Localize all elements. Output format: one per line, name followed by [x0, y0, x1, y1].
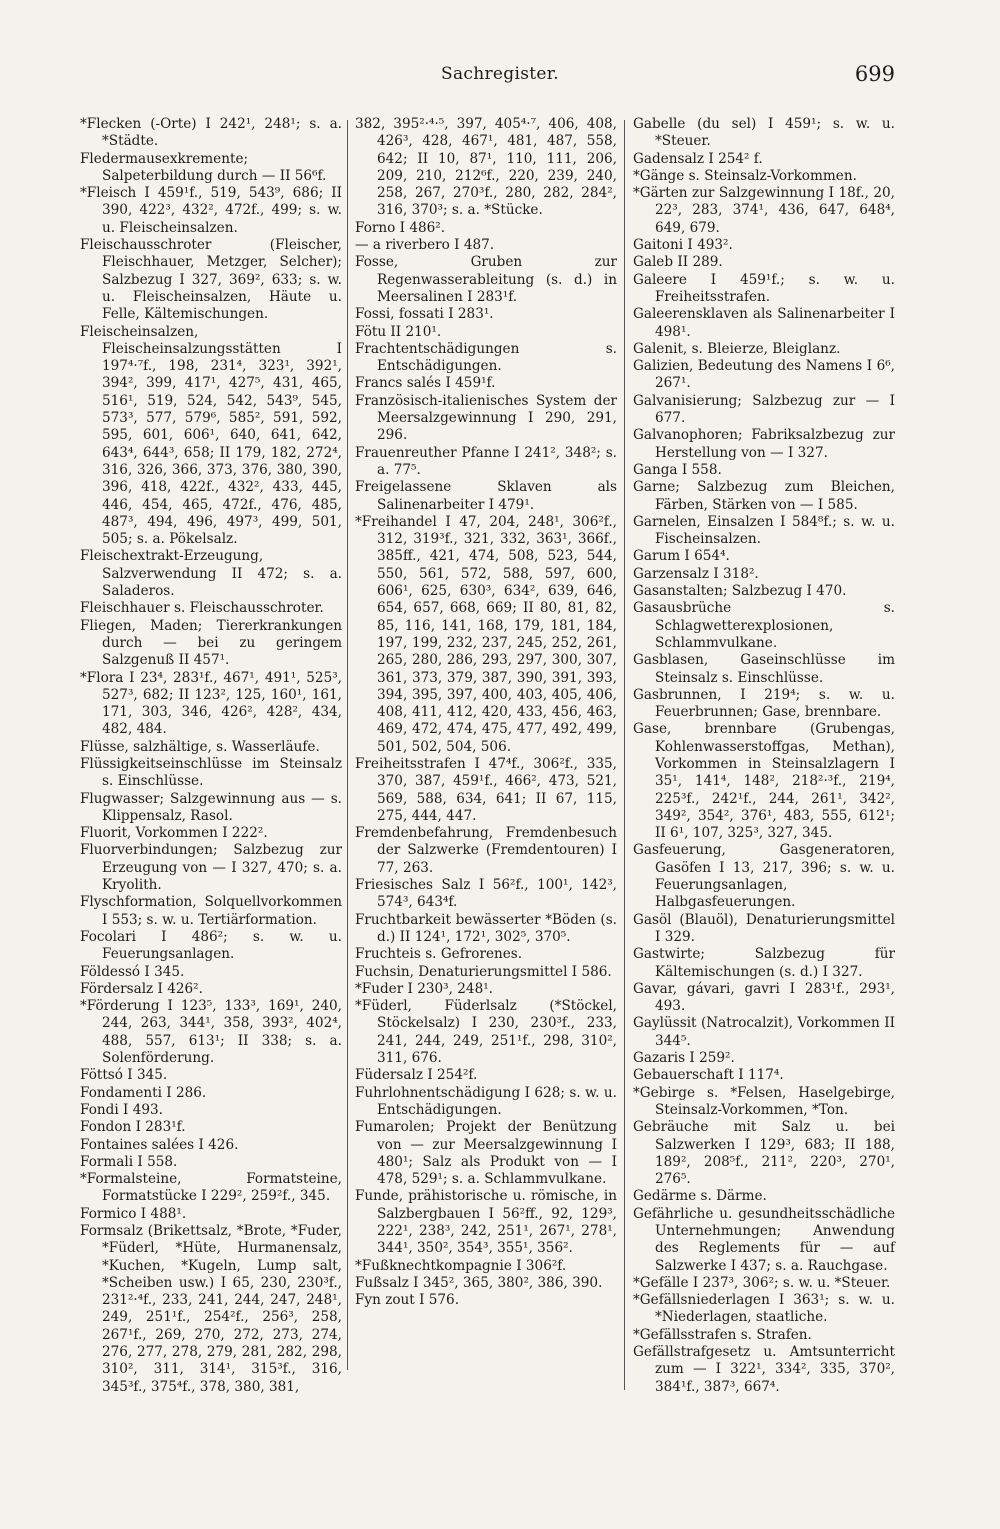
index-entry: Gebauerschaft I 117⁴.: [633, 1067, 784, 1084]
index-entry: Fontaines salées I 426.: [80, 1136, 239, 1153]
index-entry: Francs salés I 459¹f.: [355, 375, 496, 392]
index-entry: Gastwirte; Salzbezug für Kältemischungen (s. d.) I 327.: [633, 946, 895, 980]
index-entry: Gaylüssit (Natrocalzit), Vorkommen II 344⁵.: [633, 1015, 895, 1049]
index-entry: Fossi, fossati I 283¹.: [355, 306, 494, 323]
page-header: [0, 64, 1000, 94]
page-number: 699: [854, 62, 895, 86]
index-entry: *Flora I 23⁴, 283¹f., 467¹, 491¹, 525³, 527³, 682; II 123², 125, 160¹, 161, 171, 303, 346, 426², 428², 434, 482, 484.: [80, 669, 342, 738]
index-entry: *Fuder I 230³, 248¹.: [355, 980, 493, 997]
index-entry: Fluorit, Vorkommen I 222².: [80, 825, 268, 842]
index-entry: Földessó I 345.: [80, 963, 185, 980]
index-entry: Fumarolen; Projekt der Benützung von — zur Meersalzgewinnung I 480¹; Salz als Produkt von — I 478, 529¹; s. a. Schlammvulkane.: [355, 1119, 617, 1188]
index-entry: Galvanisierung; Salzbezug zur — I 677.: [633, 392, 895, 427]
index-entry: Forno I 486².: [355, 219, 446, 236]
index-entry: Focolari I 486²; s. w. u. Feuerungsanlagen.: [80, 928, 342, 963]
index-entry: Galeerensklaven als Salinenarbeiter I 498¹.: [633, 306, 895, 340]
index-entry: Gasbrunnen, I 219⁴; s. w. u. Feuerbrunnen; Gase, brennbare.: [633, 686, 895, 721]
index-entry: Garne; Salzbezug zum Bleichen, Färben, Stärken von — I 585.: [633, 479, 895, 513]
index-entry: Flüssigkeitseinschlüsse im Steinsalz s. Einschlüsse.: [80, 755, 342, 790]
index-entry: Frachtentschädigungen s. Entschädigungen.: [355, 340, 617, 375]
index-entry: Fördersalz I 426².: [80, 980, 203, 997]
index-entry: Fledermausexkremente; Salpeterbildung durch — II 56⁶f.: [80, 150, 327, 184]
index-entry: Friesisches Salz I 56²f., 100¹, 142³, 574³, 643⁴f.: [355, 877, 617, 911]
index-entry: Gasausbrüche s. Schlagwetterexplosionen, Schlammvulkane.: [633, 600, 895, 651]
index-entry: Freigelassene Sklaven als Salinenarbeiter I 479¹.: [355, 479, 617, 513]
index-entry: Gase, brennbare (Grubengas, Kohlenwasserstoffgas, Methan), Vorkommen in Steinsalzlagern I 35¹, 141⁴, 148², 218²·³f., 219⁴, 225³f., 242¹f., 244, 261¹, 342², 349², 354², 376¹, 483, 555, 612¹; II 6¹, 107, 325³, 327, 345.: [633, 721, 895, 842]
index-entry: *Gefälle I 237³, 306²; s. w. u. *Steuer.: [633, 1274, 891, 1291]
index-entry: Fuchsin, Denaturierungsmittel I 586.: [355, 963, 612, 980]
index-entry: *Gebirge s. *Felsen, Haselgebirge, Steinsalz-Vorkommen, *Ton.: [633, 1084, 895, 1118]
index-entry: Gedärme s. Därme.: [633, 1188, 767, 1205]
index-entry: *Füderl, Füderlsalz (*Stöckel, Stöckelsalz) I 230, 230³f., 233, 241, 244, 249, 251¹f., 298, 310², 311, 676.: [355, 998, 617, 1067]
index-entry: *Förderung I 123⁵, 133³, 169¹, 240, 244, 263, 344¹, 358, 393², 402⁴, 488, 557, 613¹; II 338; s. a. Solenförderung.: [80, 998, 342, 1067]
index-entry: Fleischausschroter (Fleischer, Fleischhauer, Metzger, Selcher); Salzbezug I 327, 369², 633; s. w. u. Fleischeinsalzen, Häute u. Felle, Kältemischungen.: [80, 237, 342, 323]
index-entry: Ganga I 558.: [633, 461, 722, 478]
index-entry: Galenit, s. Bleierze, Bleiglanz.: [633, 340, 841, 357]
index-entry: Fötu II 210¹.: [355, 323, 442, 340]
index-entry: Fyn zout I 576.: [355, 1292, 460, 1309]
index-entry: Formico I 488¹.: [80, 1205, 187, 1222]
index-entry: Gefährliche u. gesundheitsschädliche Unternehmungen; Anwendung des Reglements für — auf Salzwerke I 437; s. a. Rauchgase.: [633, 1205, 895, 1274]
index-column-2: [355, 116, 617, 1309]
index-entry: Galeere I 459¹f.; s. w. u. Freiheitsstrafen.: [633, 271, 895, 305]
index-entry: *Fußknechtkompagnie I 306²f.: [355, 1257, 567, 1274]
index-entry: Galeb II 289.: [633, 254, 723, 271]
index-column-1: [80, 116, 342, 1396]
index-entry: Gabelle (du sel) I 459¹; s. w. u. *Steuer.: [633, 116, 895, 150]
index-entry: Flyschformation, Solquellvorkommen I 553; s. w. u. Tertiärformation.: [80, 894, 342, 928]
index-entry: Galizien, Bedeutung des Namens I 6⁶, 267¹.: [633, 358, 895, 392]
index-entry: 382, 395²·⁴·⁵, 397, 405⁴·⁷, 406, 408, 426³, 428, 467¹, 481, 487, 558, 642; II 10, 87¹, 110, 111, 206, 209, 210, 212⁶f., 220, 239, 240, 258, 267, 270³f., 280, 282, 284², 316, 370³; s. a. *Stücke.: [355, 116, 617, 219]
index-entry: *Gärten zur Salzgewinnung I 18f., 20, 22³, 283, 374¹, 436, 647, 648⁴, 649, 679.: [633, 185, 895, 236]
index-entry: Garzensalz I 318².: [633, 565, 759, 582]
index-entry: — a riverbero I 487.: [355, 237, 495, 254]
index-entry: Föttsó I 345.: [80, 1067, 168, 1084]
index-entry: *Gefällsniederlagen I 363¹; s. w. u. *Niederlagen, staatliche.: [633, 1292, 895, 1326]
index-entry: Flüsse, salzhältige, s. Wasserläufe.: [80, 738, 320, 755]
index-entry: Fluorverbindungen; Salzbezug zur Erzeugung von — I 327, 470; s. a. Kryolith.: [80, 842, 342, 894]
index-entry: Gadensalz I 254² f.: [633, 150, 763, 167]
index-entry: Fruchteis s. Gefrorenes.: [355, 946, 523, 963]
index-entry: *Gefällsstrafen s. Strafen.: [633, 1326, 812, 1343]
index-entry: Frauenreuther Pfanne I 241², 348²; s. a. 77⁵.: [355, 444, 617, 478]
index-entry: Garnelen, Einsalzen I 584⁸f.; s. w. u. Fischeinsalzen.: [633, 513, 895, 548]
index-entry: Fleischeinsalzen, Fleischeinsalzungsstätten I 197⁴·⁷f., 198, 231⁴, 323¹, 392¹, 394², 399, 417¹, 427⁵, 431, 465, 516¹, 519, 524, 542, 543⁹, 545, 573³, 577, 579⁶, 585², 591, 592, 595, 601, 606¹, 640, 641, 642, 643⁴, 644³, 658; II 179, 182, 272⁴, 316, 326, 366, 373, 376, 380, 390, 396, 418, 422f., 432², 433, 445, 446, 454, 465, 472f., 476, 485, 487³, 494, 496, 497³, 499, 501, 505; s. a. Pökelsalz.: [80, 323, 342, 548]
index-entry: Füdersalz I 254²f.: [355, 1067, 478, 1084]
index-entry: Fondamenti I 286.: [80, 1084, 207, 1101]
column-divider: [624, 120, 625, 1390]
column-divider: [347, 120, 348, 1370]
index-entry: Freiheitsstrafen I 47⁴f., 306²f., 335, 370, 387, 459¹f., 466², 473, 521, 569, 588, 634, 641; II 67, 115, 275, 444, 447.: [355, 755, 617, 824]
index-entry: Formsalz (Brikettsalz, *Brote, *Fuder, *Füderl, *Hüte, Hurmanensalz, *Kuchen, *Kugeln, Lump salt, *Scheiben usw.) I 65, 230, 230³f., 231²·⁴f., 233, 241, 244, 247, 248¹, 249, 251¹f., 254²f., 256³, 258, 267¹f., 269, 270, 272, 273, 274, 276, 277, 278, 279, 281, 282, 298, 310², 311, 314¹, 315³f., 316, 345³f., 375⁴f., 378, 380, 381,: [80, 1223, 342, 1395]
index-entry: Französisch-italienisches System der Meersalzgewinnung I 290, 291, 296.: [355, 392, 617, 444]
index-entry: *Formalsteine, Formatsteine, Formatstücke I 229², 259²f., 345.: [80, 1171, 342, 1205]
index-entry: Gasblasen, Gaseinschlüsse im Steinsalz s. Einschlüsse.: [633, 652, 895, 686]
index-entry: Fremdenbefahrung, Fremdenbesuch der Salzwerke (Fremdentouren) I 77, 263.: [355, 825, 617, 876]
index-entry: Flugwasser; Salzgewinnung aus — s. Klippensalz, Rasol.: [80, 790, 342, 824]
index-entry: Galvanophoren; Fabriksalzbezug zur Herstellung von — I 327.: [633, 427, 895, 461]
index-entry: Fliegen, Maden; Tiererkrankungen durch — bei zu geringem Salzgenuß II 457¹.: [80, 617, 342, 669]
page-title: Sachregister.: [441, 64, 559, 84]
index-entry: Fruchtbarkeit bewässerter *Böden (s. d.) II 124¹, 172¹, 302⁵, 370⁵.: [355, 911, 617, 945]
index-entry: Gavar, gávari, gavri I 283¹f., 293¹, 493.: [633, 980, 895, 1015]
index-entry: Fußsalz I 345², 365, 380², 386, 390.: [355, 1274, 603, 1291]
index-entry: Gebräuche mit Salz u. bei Salzwerken I 129³, 683; II 188, 189², 208⁵f., 211², 220³, 270¹, 276⁵.: [633, 1119, 895, 1188]
index-entry: *Freihandel I 47, 204, 248¹, 306²f., 312, 319³f., 321, 332, 363¹, 366f., 385ff., 421, 474, 508, 523, 544, 550, 561, 572, 588, 597, 600, 606¹, 625, 630³, 634², 639, 646, 654, 657, 668, 669; II 80, 81, 82, 85, 116, 141, 168, 179, 181, 184, 197, 199, 232, 237, 245, 252, 261, 265, 280, 286, 293, 297, 300, 307, 361, 373, 379, 387, 390, 391, 393, 394, 395, 397, 400, 403, 405, 406, 408, 411, 412, 420, 433, 456, 463, 469, 472, 474, 475, 477, 492, 499, 501, 502, 504, 506.: [355, 513, 617, 755]
index-entry: Formali I 558.: [80, 1153, 178, 1170]
index-entry: Gasanstalten; Salzbezug I 470.: [633, 583, 847, 600]
index-entry: Fondi I 493.: [80, 1101, 163, 1118]
index-entry: Gefällstrafgesetz u. Amtsunterricht zum — I 322¹, 334², 335, 370², 384¹f., 387³, 667⁴.: [633, 1344, 895, 1395]
index-entry: *Fleisch I 459¹f., 519, 543⁹, 686; II 390, 422³, 432², 472f., 499; s. w. u. Fleischeinsalzen.: [80, 185, 342, 236]
index-entry: Gasöl (Blauöl), Denaturierungsmittel I 329.: [633, 911, 895, 945]
index-entry: Gazaris I 259².: [633, 1050, 735, 1067]
index-entry: *Gänge s. Steinsalz-Vorkommen.: [633, 167, 857, 184]
index-entry: Fuhrlohnentschädigung I 628; s. w. u. Entschädigungen.: [355, 1084, 617, 1118]
index-entry: Fleischextrakt-Erzeugung, Salzverwendung II 472; s. a. Saladeros.: [80, 548, 342, 600]
index-entry: *Flecken (-Orte) I 242¹, 248¹; s. a. *Städte.: [80, 116, 342, 150]
index-entry: Garum I 654⁴.: [633, 548, 730, 565]
index-entry: Fleischhauer s. Fleischausschroter.: [80, 600, 324, 617]
index-entry: Fosse, Gruben zur Regenwasserableitung (s. d.) in Meersalinen I 283¹f.: [355, 254, 617, 305]
index-entry: Gaitoni I 493².: [633, 237, 733, 254]
index-entry: Fondon I 283¹f.: [80, 1119, 186, 1136]
index-entry: Funde, prähistorische u. römische, in Salzbergbauen I 56²ff., 92, 129³, 222¹, 238³, 242, 251¹, 267¹, 278¹, 344¹, 350², 354³, 355¹, 356².: [355, 1188, 617, 1257]
index-entry: Gasfeuerung, Gasgeneratoren, Gasöfen I 13, 217, 396; s. w. u. Feuerungsanlagen, Halbgasfeuerungen.: [633, 842, 895, 911]
index-column-3: [633, 116, 895, 1396]
